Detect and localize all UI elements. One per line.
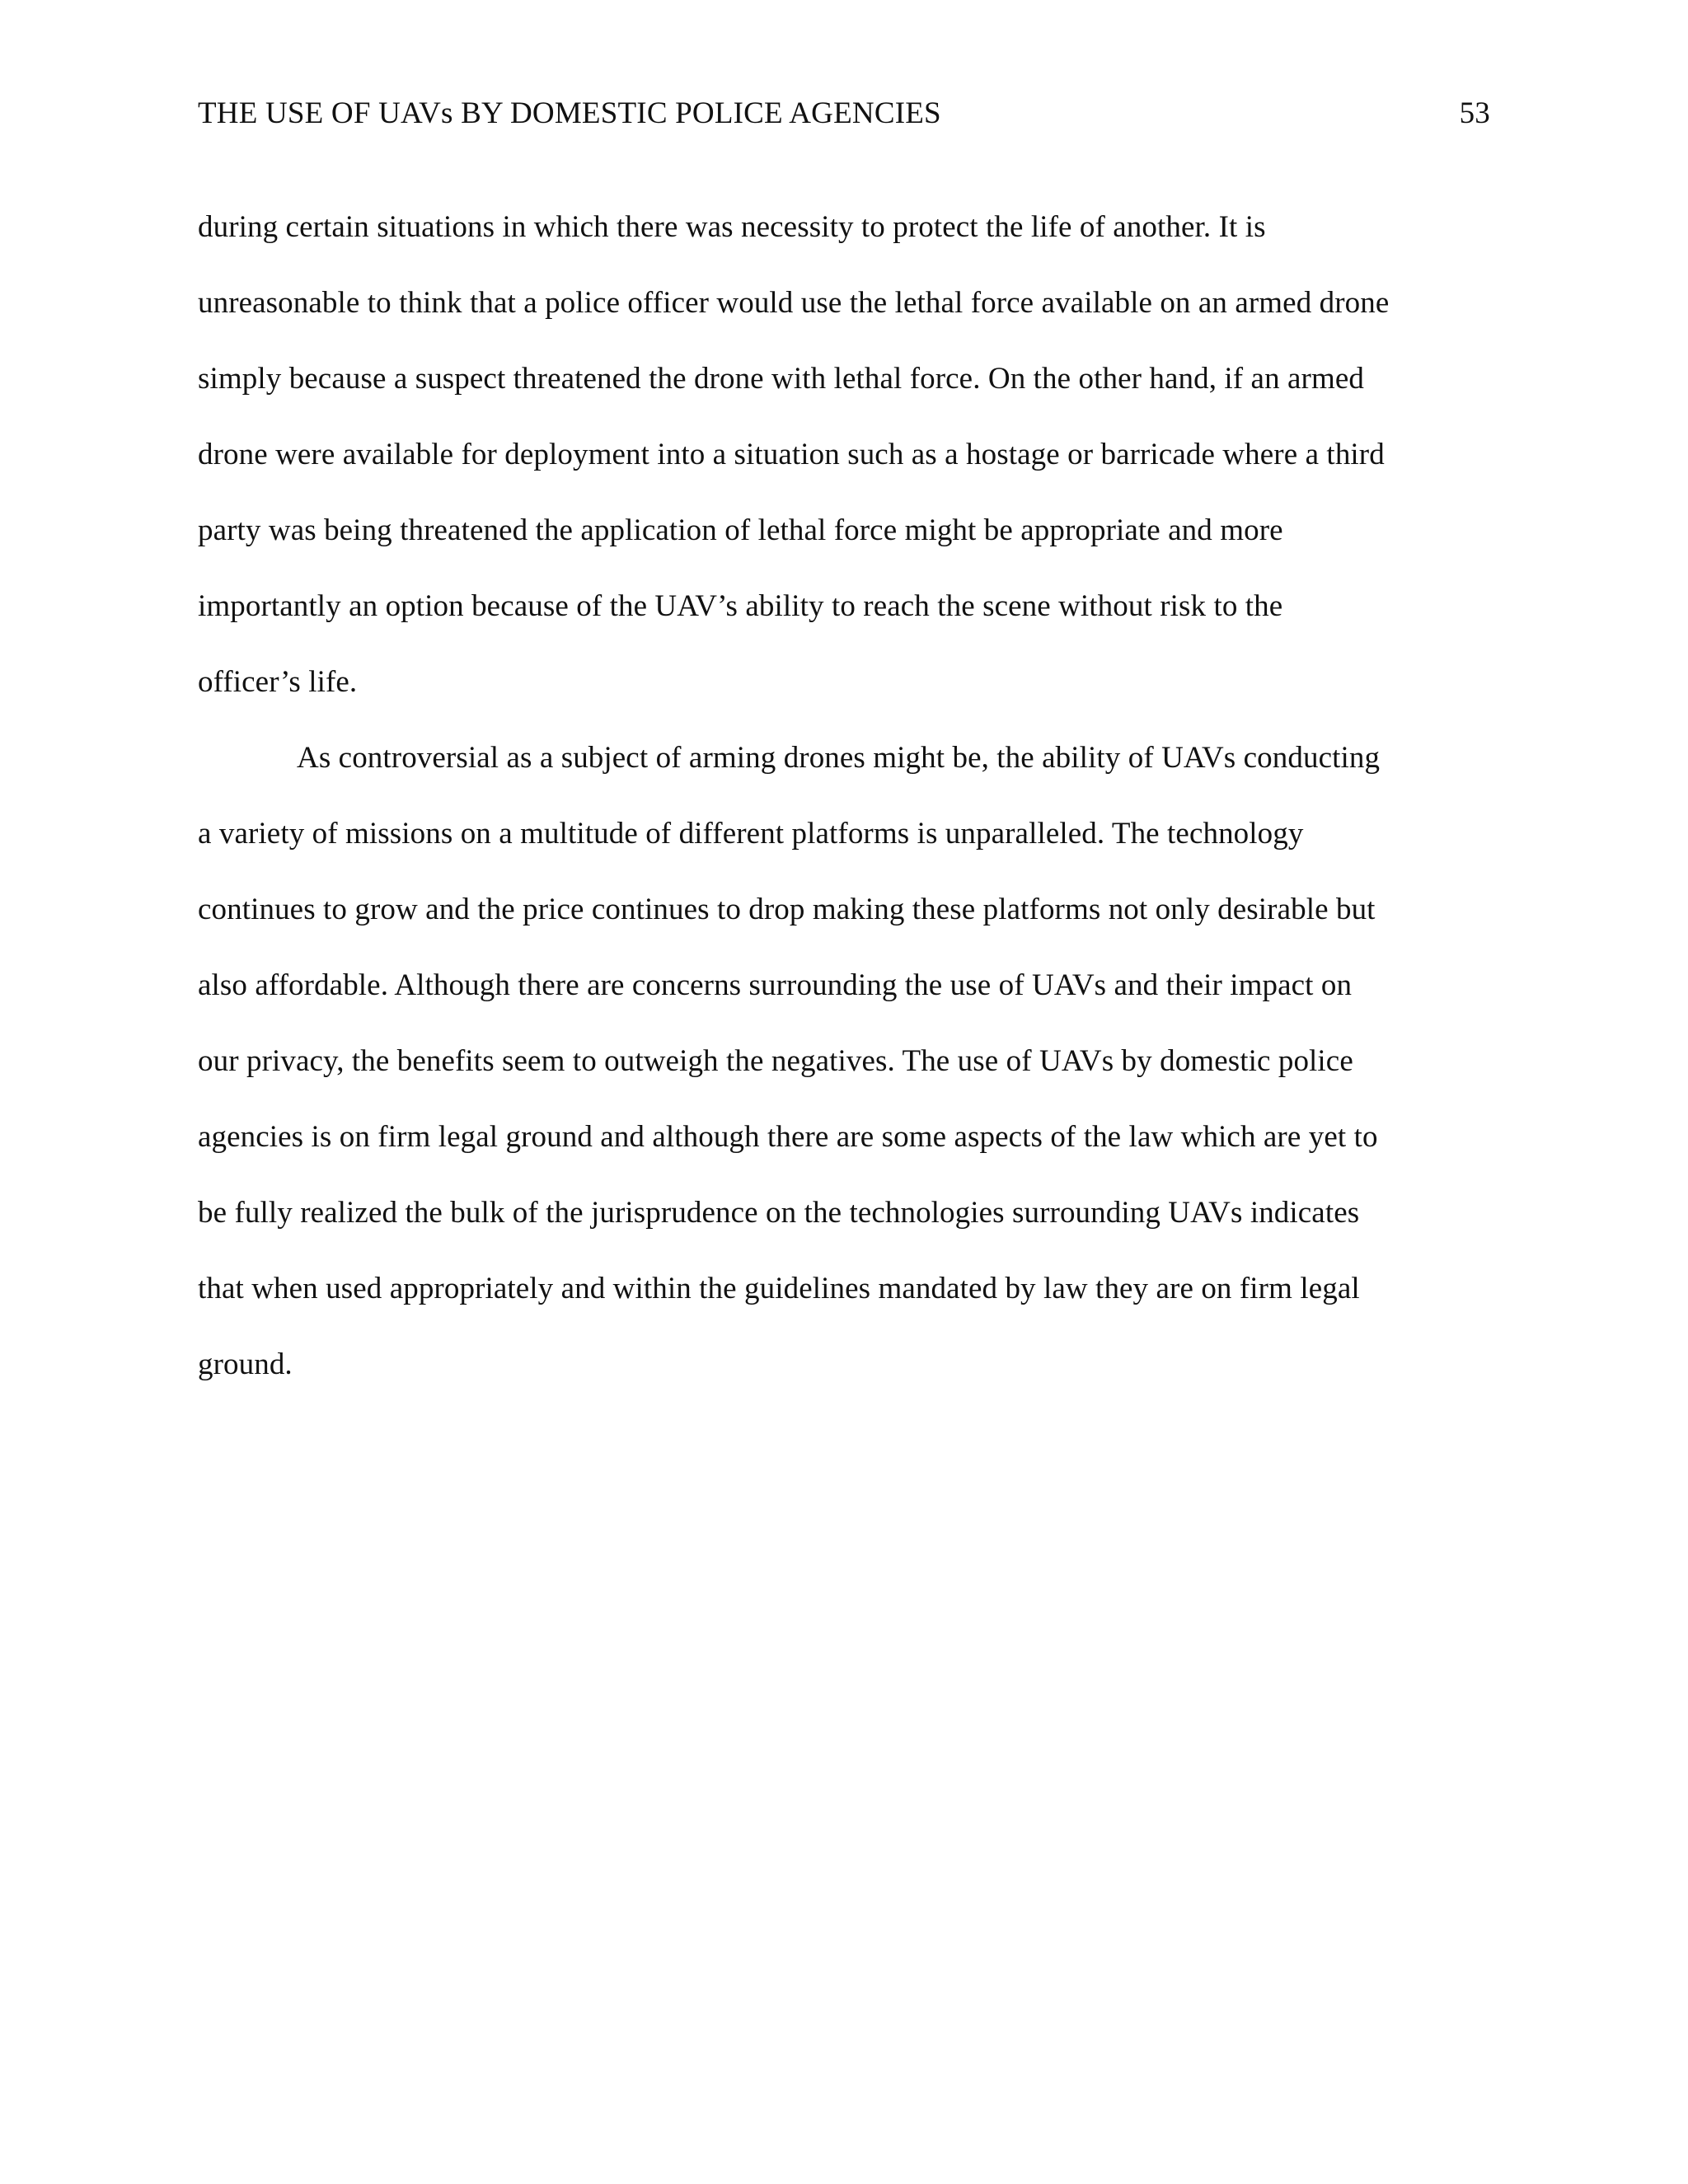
text-line: a variety of missions on a multitude of different platforms is unparalleled. The technology [198, 817, 1304, 851]
text-line: importantly an option because of the UAV’s ability to reach the scene without risk to the [198, 589, 1283, 623]
text-line: officer’s life. [198, 665, 358, 699]
text-line: ground. [198, 1347, 293, 1381]
text-line: during certain situations in which there was necessity to protect the life of another. It is [198, 210, 1266, 244]
text-line: simply because a suspect threatened the drone with lethal force. On the other hand, if an armed [198, 362, 1364, 396]
text-line: that when used appropriately and within the guidelines mandated by law they are on firm legal [198, 1272, 1360, 1305]
running-head-title: THE USE OF UAVs BY DOMESTIC POLICE AGENCIES [198, 96, 941, 130]
text-line: also affordable. Although there are concerns surrounding the use of UAVs and their impact on [198, 968, 1353, 1002]
running-head [198, 96, 1490, 138]
text-line: continues to grow and the price continues to drop making these platforms not only desirable but [198, 893, 1376, 926]
paragraph-1 [198, 190, 1496, 720]
text-line: be fully realized the bulk of the jurisprudence on the technologies surrounding UAVs indicates [198, 1196, 1360, 1230]
text-line: our privacy, the benefits seem to outweigh the negatives. The use of UAVs by domestic police [198, 1044, 1353, 1078]
page-number: 53 [1459, 96, 1490, 130]
text-line: drone were available for deployment into a situation such as a hostage or barricade where a third [198, 438, 1385, 471]
text-line: As controversial as a subject of arming drones might be, the ability of UAVs conducting [297, 741, 1381, 775]
text-line: unreasonable to think that a police officer would use the lethal force available on an armed drone [198, 286, 1390, 320]
text-line: agencies is on firm legal ground and although there are some aspects of the law which are yet to [198, 1120, 1378, 1154]
paragraph-2 [198, 720, 1496, 1403]
text-line: party was being threatened the application of lethal force might be appropriate and more [198, 513, 1283, 547]
body-text [198, 190, 1496, 1403]
